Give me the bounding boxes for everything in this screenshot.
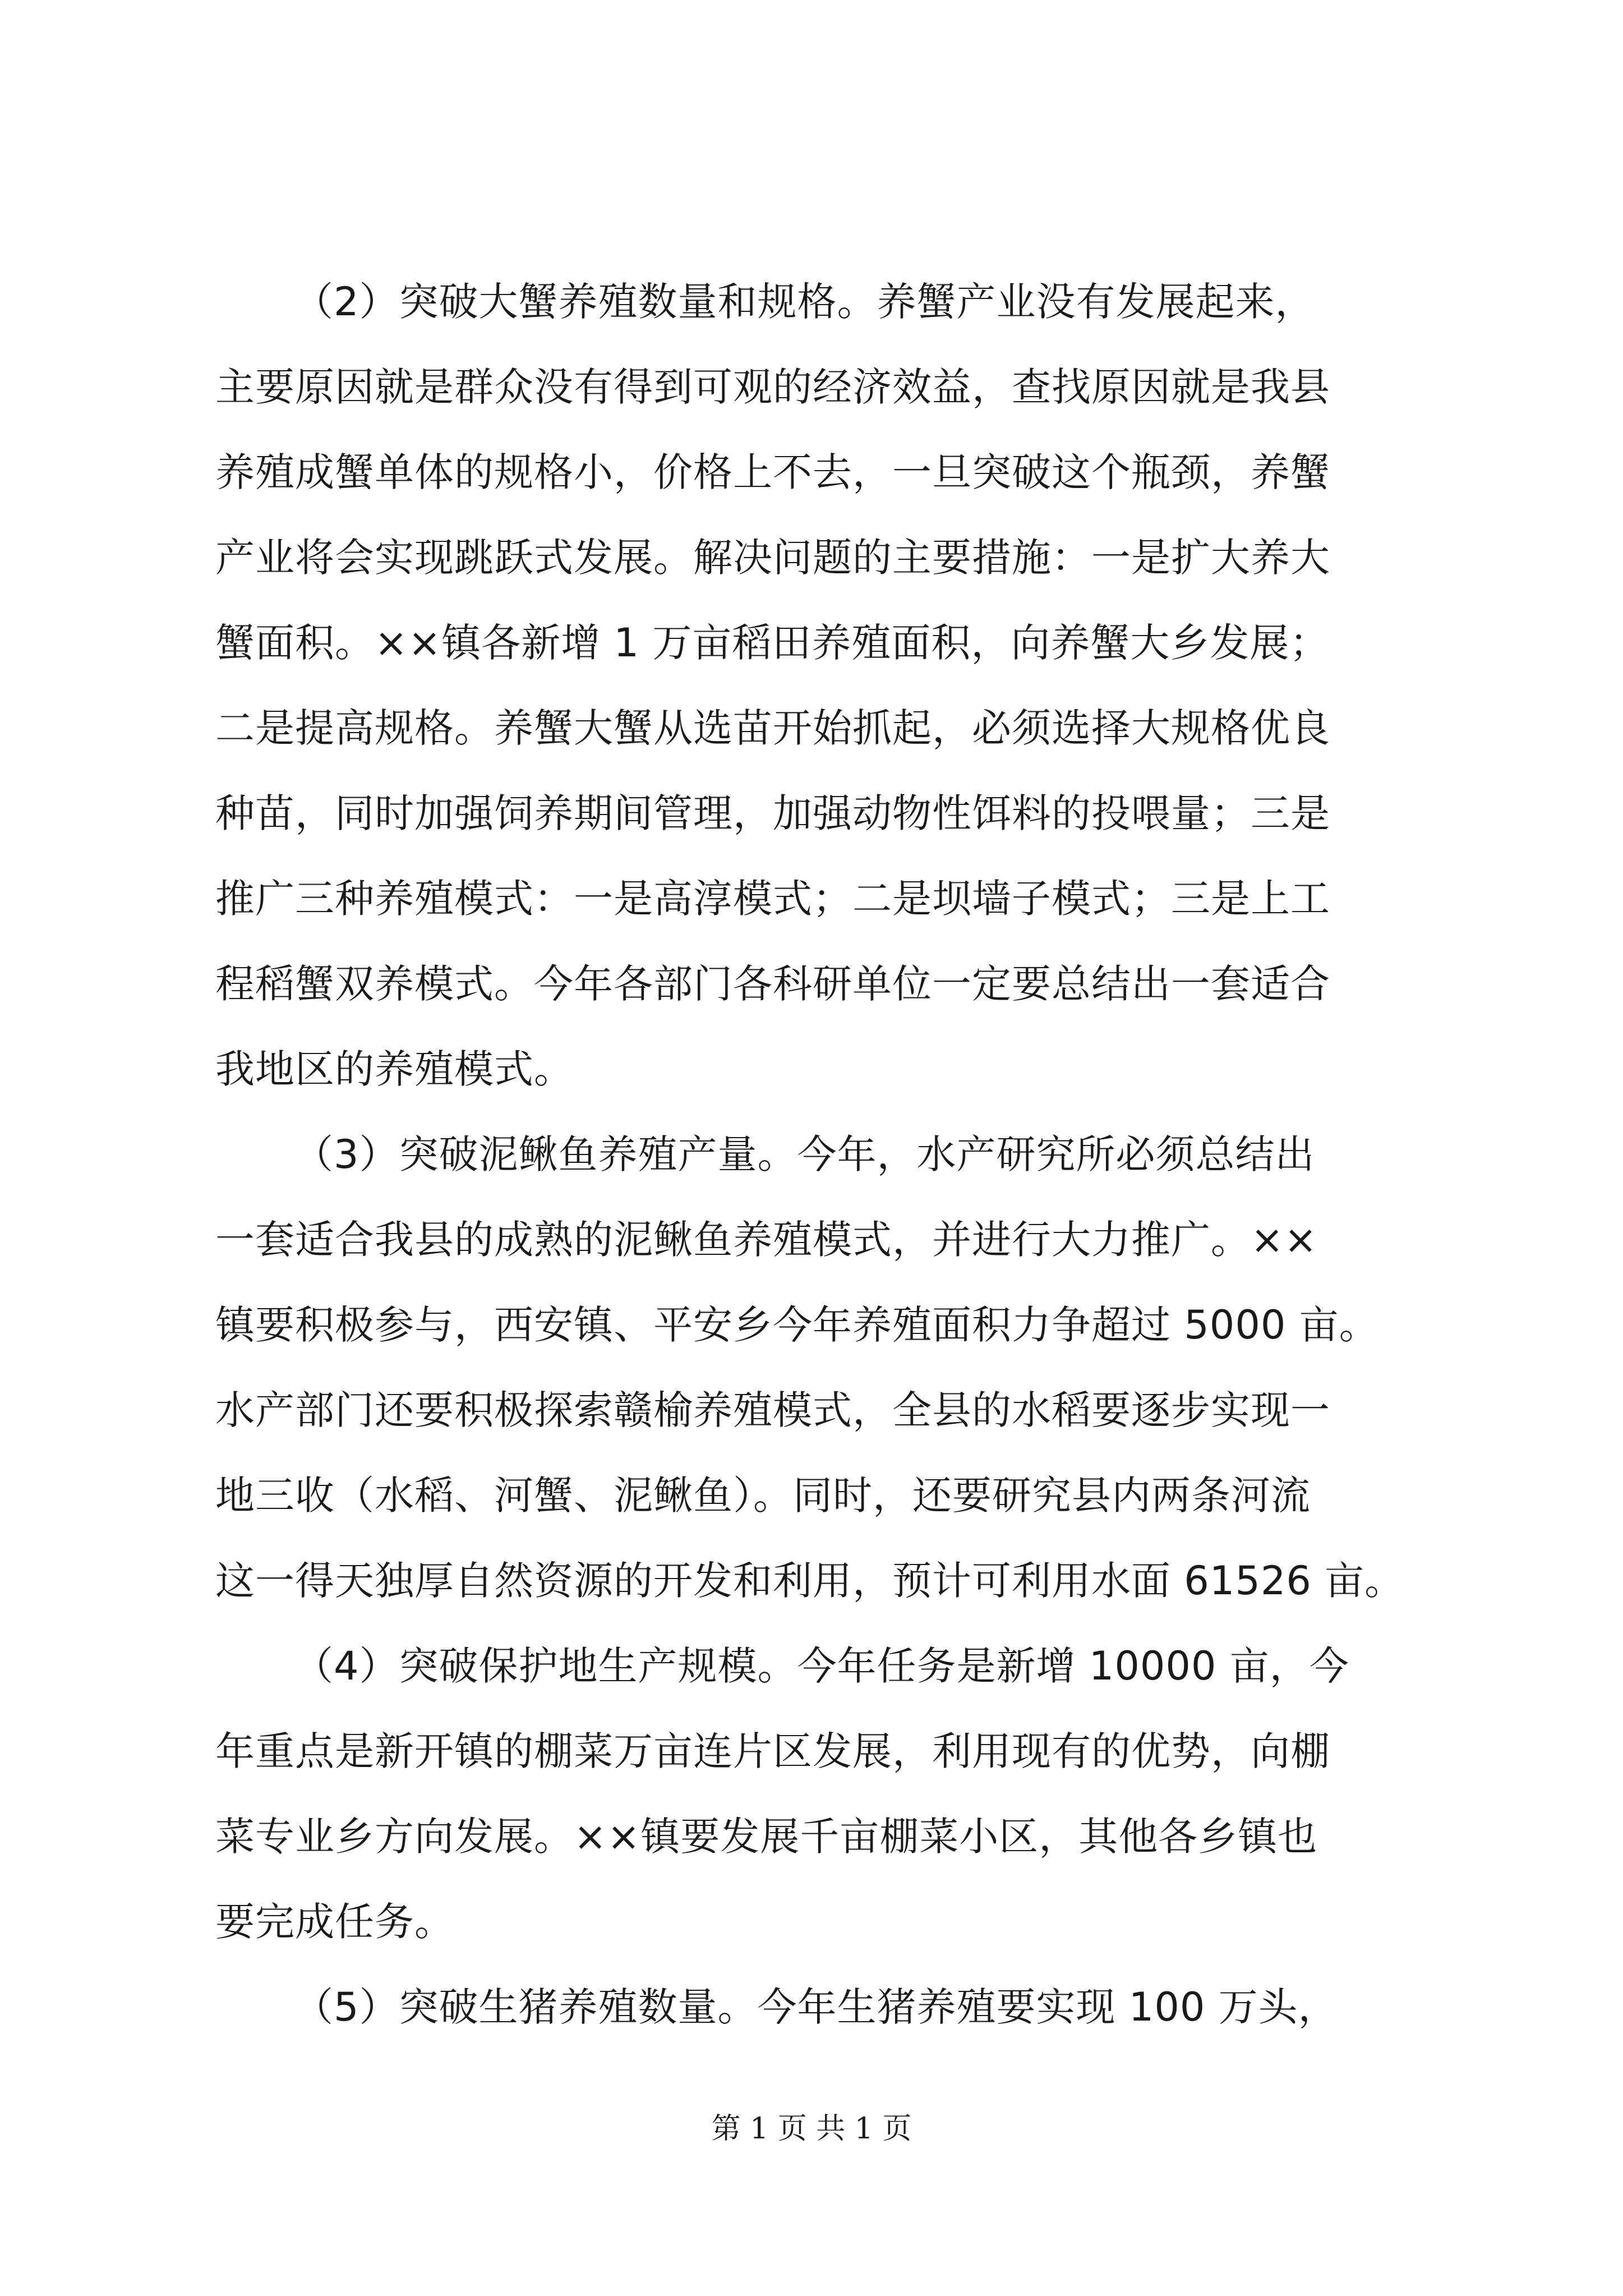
paragraph-5-line-1: （5）突破生猪养殖数量。今年生猪养殖要实现 100 万头， [294, 1984, 1338, 2030]
paragraph-3-line-4: 水产部门还要积极探索赣榆养殖模式，全县的水稻要逐步实现一 [215, 1387, 1330, 1433]
paragraph-2-line-7: 种苗，同时加强饲养期间管理，加强动物性饵料的投喂量；三是 [215, 790, 1330, 836]
paragraph-2-line-10: 我地区的养殖模式。 [215, 1046, 574, 1092]
paragraph-3-line-2: 一套适合我县的成熟的泥鳅鱼养殖模式，并进行大力推广。×× [215, 1217, 1318, 1263]
paragraph-3-line-6: 这一得天独厚自然资源的开发和利用，预计可利用水面 61526 亩。 [215, 1558, 1405, 1604]
paragraph-2-line-5: 蟹面积。××镇各新增 1 万亩稻田养殖面积，向养蟹大乡发展； [215, 620, 1330, 666]
paragraph-3-line-3: 镇要积极参与，西安镇、平安乡今年养殖面积力争超过 5000 亩。 [215, 1302, 1379, 1348]
paragraph-2-line-9: 程稻蟹双养模式。今年各部门各科研单位一定要总结出一套适合 [215, 961, 1330, 1007]
paragraph-4-line-3: 菜专业乡方向发展。××镇要发展千亩棚菜小区，其他各乡镇也 [215, 1814, 1318, 1860]
document-body [215, 259, 1410, 2050]
paragraph-4-line-4: 要完成任务。 [215, 1899, 454, 1945]
paragraph-2-line-8: 推广三种养殖模式：一是高淳模式；二是坝墙子模式；三是上工 [215, 876, 1330, 922]
paragraph-2-line-2: 主要原因就是群众没有得到可观的经济效益，查找原因就是我县 [215, 364, 1330, 410]
paragraph-2-line-4: 产业将会实现跳跃式发展。解决问题的主要措施：一是扩大养大 [215, 535, 1330, 581]
page-footer: 第 1 页 共 1 页 [711, 2112, 912, 2146]
paragraph-2-line-1: （2）突破大蟹养殖数量和规格。养蟹产业没有发展起来， [294, 279, 1315, 325]
paragraph-4-line-2: 年重点是新开镇的棚菜万亩连片区发展，利用现有的优势，向棚 [215, 1728, 1330, 1774]
paragraph-2-line-6: 二是提高规格。养蟹大蟹从选苗开始抓起，必须选择大规格优良 [215, 705, 1330, 751]
paragraph-4-line-1: （4）突破保护地生产规模。今年任务是新增 10000 亩，今 [294, 1643, 1349, 1689]
paragraph-2-line-3: 养殖成蟹单体的规格小，价格上不去，一旦突破这个瓶颈，养蟹 [215, 449, 1330, 495]
paragraph-3-line-5: 地三收（水稻、河蟹、泥鳅鱼）。同时，还要研究县内两条河流 [215, 1473, 1311, 1519]
paragraph-3-line-1: （3）突破泥鳅鱼养殖产量。今年，水产研究所必须总结出 [294, 1131, 1315, 1177]
